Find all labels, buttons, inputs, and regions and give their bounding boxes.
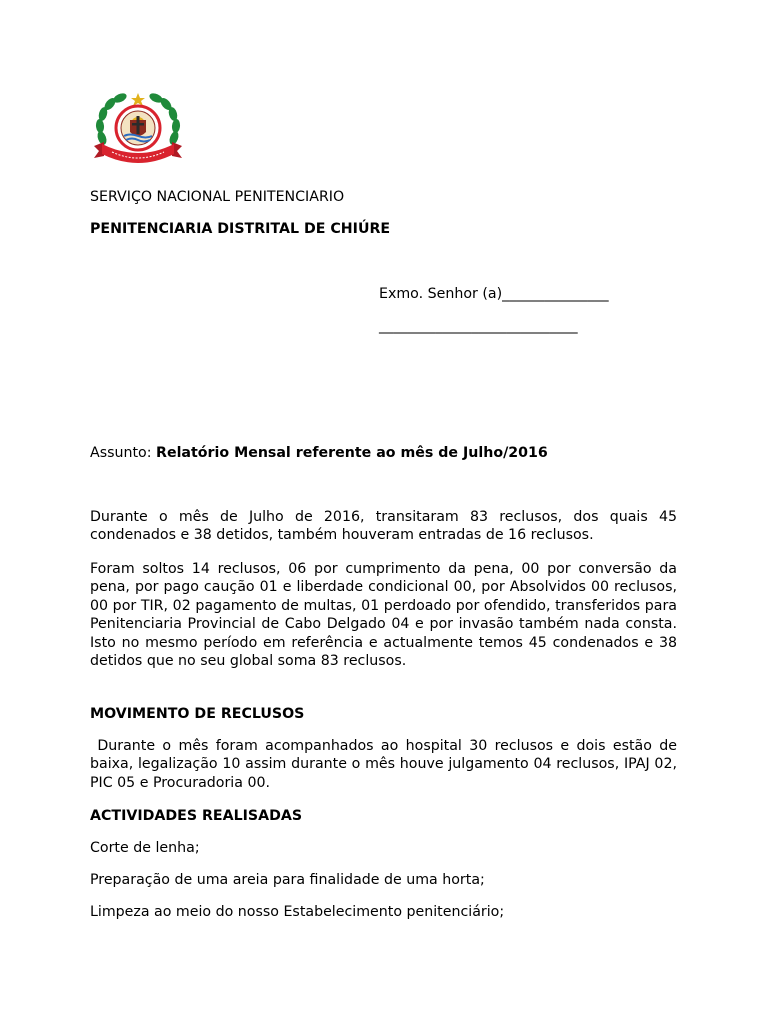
subject-label: Assunto: xyxy=(90,445,152,461)
movement-heading: MOVIMENTO DE RECLUSOS xyxy=(90,706,305,722)
subject-line xyxy=(90,444,548,462)
recipient-line: Exmo. Senhor (a)_______________ xyxy=(379,286,609,302)
paragraph-transit: Durante o mês de Julho de 2016, transitaram 83 reclusos, dos quais 45 condenados e 38 detidos, também houveram entradas de 16 reclusos. xyxy=(90,509,677,544)
activity-item: Preparação de uma areia para finalidade de uma horta; xyxy=(90,872,485,888)
activity-item: Corte de lenha; xyxy=(90,840,200,856)
activities-heading: ACTIVIDADES REALISADAS xyxy=(90,808,303,824)
paragraph-releases: Foram soltos 14 reclusos, 06 por cumprimento da pena, 00 por conversão da pena, por pago caução 01 e liberdade condicional 00, por Absolvidos 00 reclusos, 00 por TIR, 02 pagamento de multas, 01 perdoado por ofendido, transferidos para Penitenciaria Provincial de Cabo Delgado 04 e por invasão também nada consta. Isto no mesmo período em referência e actualmente temos 45 condenados e 38 detidos que no seu global soma 83 reclusos. xyxy=(90,561,677,670)
activity-item: Limpeza ao meio do nosso Estabelecimento penitenciário; xyxy=(90,904,505,920)
emblem-logo xyxy=(90,90,186,168)
recipient-blank-line: ____________________________ xyxy=(379,318,578,334)
paragraph-movement: Durante o mês foram acompanhados ao hospital 30 reclusos e dois estão de baixa, legalização 10 assim durante o mês houve julgamento 04 reclusos, IPAJ 02, PIC 05 e Procuradoria 00. xyxy=(90,738,682,791)
institution-name: PENITENCIARIA DISTRITAL DE CHIÚRE xyxy=(90,221,391,237)
emblem-icon xyxy=(90,90,186,168)
subject-title: Relatório Mensal referente ao mês de Julho/2016 xyxy=(156,445,548,461)
service-name: SERVIÇO NACIONAL PENITENCIARIO xyxy=(90,189,345,205)
